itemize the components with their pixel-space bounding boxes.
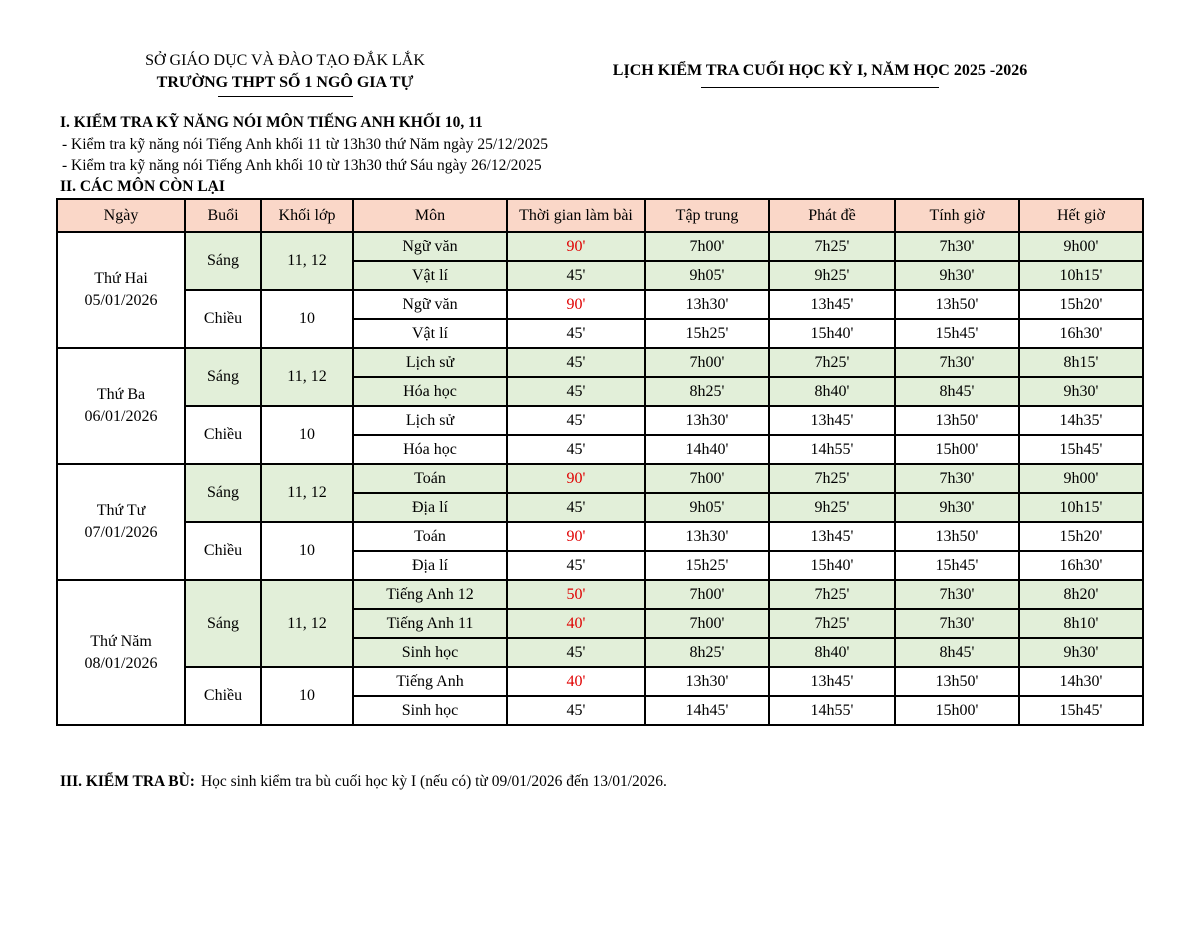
- section-3-heading: III. KIỂM TRA BÙ:: [60, 773, 195, 790]
- session-cell: Chiều: [185, 290, 261, 348]
- duration-cell: 40': [507, 609, 645, 638]
- subject-cell: Toán: [353, 522, 507, 551]
- gather-time-cell: 9h05': [645, 493, 769, 522]
- subject-cell: Ngữ văn: [353, 232, 507, 261]
- column-header: Thời gian làm bài: [507, 199, 645, 232]
- table-row: [57, 667, 1143, 696]
- hand-out-time-cell: 7h25': [769, 464, 895, 493]
- hand-out-time-cell: 8h40': [769, 638, 895, 667]
- table-row: [57, 232, 1143, 261]
- start-time-cell: 13h50': [895, 290, 1019, 319]
- hand-out-time-cell: 15h40': [769, 319, 895, 348]
- column-header: Ngày: [57, 199, 185, 232]
- start-time-cell: 15h45': [895, 319, 1019, 348]
- section-2-heading: II. CÁC MÔN CÒN LẠI: [60, 178, 225, 195]
- gather-time-cell: 7h00': [645, 348, 769, 377]
- column-header: Phát đề: [769, 199, 895, 232]
- end-time-cell: 16h30': [1019, 551, 1143, 580]
- subject-cell: Lịch sử: [353, 348, 507, 377]
- day-name: Thứ Ba: [96, 386, 146, 403]
- hand-out-time-cell: 7h25': [769, 609, 895, 638]
- day-name: Thứ Tư: [96, 502, 146, 519]
- grade-cell: 11, 12: [261, 348, 353, 406]
- gather-time-cell: 14h40': [645, 435, 769, 464]
- table-row: [57, 406, 1143, 435]
- school-name: TRƯỜNG THPT SỐ 1 NGÔ GIA TỰ: [156, 74, 414, 91]
- start-time-cell: 9h30': [895, 261, 1019, 290]
- end-time-cell: 9h00': [1019, 464, 1143, 493]
- gather-time-cell: 13h30': [645, 406, 769, 435]
- end-time-cell: 10h15': [1019, 493, 1143, 522]
- column-header: Buổi: [185, 199, 261, 232]
- gather-time-cell: 8h25': [645, 377, 769, 406]
- hand-out-time-cell: 14h55': [769, 435, 895, 464]
- duration-cell: 90': [507, 464, 645, 493]
- end-time-cell: 15h20': [1019, 290, 1143, 319]
- subject-cell: Sinh học: [353, 638, 507, 667]
- duration-cell: 90': [507, 522, 645, 551]
- duration-cell: 45': [507, 348, 645, 377]
- start-time-cell: 15h00': [895, 435, 1019, 464]
- day-cell: [57, 580, 185, 725]
- gather-time-cell: 13h30': [645, 290, 769, 319]
- column-header: Hết giờ: [1019, 199, 1143, 232]
- section-1-line-1: - Kiểm tra kỹ năng nói Tiếng Anh khối 11 từ 13h30 thứ Năm ngày 25/12/2025: [62, 136, 548, 153]
- start-time-cell: 7h30': [895, 609, 1019, 638]
- document-header-right: [600, 60, 1040, 88]
- end-time-cell: 14h35': [1019, 406, 1143, 435]
- gather-time-cell: 7h00': [645, 609, 769, 638]
- grade-cell: 10: [261, 290, 353, 348]
- exam-schedule-table: [56, 198, 1144, 726]
- start-time-cell: 13h50': [895, 667, 1019, 696]
- session-cell: Sáng: [185, 464, 261, 522]
- hand-out-time-cell: 7h25': [769, 348, 895, 377]
- section-1-line-2: - Kiểm tra kỹ năng nói Tiếng Anh khối 10 từ 13h30 thứ Sáu ngày 26/12/2025: [62, 157, 542, 174]
- session-cell: Sáng: [185, 348, 261, 406]
- hand-out-time-cell: 9h25': [769, 261, 895, 290]
- gather-time-cell: 8h25': [645, 638, 769, 667]
- subject-cell: Toán: [353, 464, 507, 493]
- end-time-cell: 8h10': [1019, 609, 1143, 638]
- duration-cell: 45': [507, 261, 645, 290]
- subject-cell: Lịch sử: [353, 406, 507, 435]
- end-time-cell: 8h20': [1019, 580, 1143, 609]
- end-time-cell: 16h30': [1019, 319, 1143, 348]
- gather-time-cell: 9h05': [645, 261, 769, 290]
- gather-time-cell: 15h25': [645, 551, 769, 580]
- day-date: 05/01/2026: [84, 292, 158, 309]
- grade-cell: 11, 12: [261, 232, 353, 290]
- end-time-cell: 15h45': [1019, 435, 1143, 464]
- subject-cell: Địa lí: [353, 493, 507, 522]
- day-name: Thứ Năm: [90, 632, 152, 650]
- duration-cell: 45': [507, 319, 645, 348]
- hand-out-time-cell: 7h25': [769, 232, 895, 261]
- document-title: LỊCH KIỂM TRA CUỐI HỌC KỲ I, NĂM HỌC 2025 -2026: [612, 62, 1028, 79]
- session-cell: Sáng: [185, 232, 261, 290]
- duration-cell: 45': [507, 435, 645, 464]
- duration-cell: 45': [507, 551, 645, 580]
- end-time-cell: 9h30': [1019, 638, 1143, 667]
- section-3: [60, 773, 667, 791]
- start-time-cell: 8h45': [895, 638, 1019, 667]
- hand-out-time-cell: 13h45': [769, 522, 895, 551]
- title-underline: [701, 87, 939, 88]
- hand-out-time-cell: 13h45': [769, 290, 895, 319]
- duration-cell: 90': [507, 232, 645, 261]
- document-header-left: [140, 50, 430, 97]
- subject-cell: Vật lí: [353, 319, 507, 348]
- gather-time-cell: 15h25': [645, 319, 769, 348]
- day-date: 06/01/2026: [84, 408, 158, 425]
- column-header: Tập trung: [645, 199, 769, 232]
- start-time-cell: 7h30': [895, 232, 1019, 261]
- subject-cell: Ngữ văn: [353, 290, 507, 319]
- session-cell: Chiều: [185, 667, 261, 725]
- session-cell: Sáng: [185, 580, 261, 667]
- start-time-cell: 7h30': [895, 580, 1019, 609]
- subject-cell: Vật lí: [353, 261, 507, 290]
- start-time-cell: 8h45': [895, 377, 1019, 406]
- day-cell: [57, 232, 185, 348]
- table-row: [57, 580, 1143, 609]
- table-header-row: [57, 199, 1143, 232]
- section-1-heading: I. KIỂM TRA KỸ NĂNG NÓI MÔN TIẾNG ANH KHỐI 10, 11: [60, 114, 483, 131]
- table-row: [57, 348, 1143, 377]
- table-row: [57, 522, 1143, 551]
- end-time-cell: 15h20': [1019, 522, 1143, 551]
- department-name: SỞ GIÁO DỤC VÀ ĐÀO TẠO ĐẮK LẮK: [145, 52, 425, 69]
- gather-time-cell: 7h00': [645, 580, 769, 609]
- grade-cell: 10: [261, 406, 353, 464]
- end-time-cell: 14h30': [1019, 667, 1143, 696]
- day-cell: [57, 464, 185, 580]
- hand-out-time-cell: 14h55': [769, 696, 895, 725]
- day-date: 07/01/2026: [84, 524, 158, 541]
- hand-out-time-cell: 7h25': [769, 580, 895, 609]
- session-cell: Chiều: [185, 522, 261, 580]
- end-time-cell: 9h00': [1019, 232, 1143, 261]
- column-header: Môn: [353, 199, 507, 232]
- day-date: 08/01/2026: [84, 654, 158, 672]
- start-time-cell: 13h50': [895, 406, 1019, 435]
- table-row: [57, 290, 1143, 319]
- grade-cell: 10: [261, 667, 353, 725]
- start-time-cell: 9h30': [895, 493, 1019, 522]
- duration-cell: 90': [507, 290, 645, 319]
- subject-cell: Hóa học: [353, 377, 507, 406]
- subject-cell: Địa lí: [353, 551, 507, 580]
- day-name: Thứ Hai: [94, 270, 148, 287]
- gather-time-cell: 7h00': [645, 232, 769, 261]
- start-time-cell: 7h30': [895, 464, 1019, 493]
- grade-cell: 11, 12: [261, 580, 353, 667]
- hand-out-time-cell: 9h25': [769, 493, 895, 522]
- start-time-cell: 7h30': [895, 348, 1019, 377]
- duration-cell: 45': [507, 638, 645, 667]
- gather-time-cell: 13h30': [645, 667, 769, 696]
- column-header: Khối lớp: [261, 199, 353, 232]
- start-time-cell: 15h00': [895, 696, 1019, 725]
- duration-cell: 45': [507, 696, 645, 725]
- end-time-cell: 9h30': [1019, 377, 1143, 406]
- hand-out-time-cell: 15h40': [769, 551, 895, 580]
- gather-time-cell: 13h30': [645, 522, 769, 551]
- start-time-cell: 13h50': [895, 522, 1019, 551]
- duration-cell: 45': [507, 493, 645, 522]
- gather-time-cell: 7h00': [645, 464, 769, 493]
- hand-out-time-cell: 13h45': [769, 406, 895, 435]
- subject-cell: Tiếng Anh 12: [353, 580, 507, 609]
- column-header: Tính giờ: [895, 199, 1019, 232]
- section-3-text: Học sinh kiểm tra bù cuối học kỳ I (nếu có) từ 09/01/2026 đến 13/01/2026.: [200, 773, 667, 790]
- day-cell: [57, 348, 185, 464]
- end-time-cell: 10h15': [1019, 261, 1143, 290]
- duration-cell: 40': [507, 667, 645, 696]
- gather-time-cell: 14h45': [645, 696, 769, 725]
- subject-cell: Tiếng Anh: [353, 667, 507, 696]
- subject-cell: Hóa học: [353, 435, 507, 464]
- grade-cell: 11, 12: [261, 464, 353, 522]
- session-cell: Chiều: [185, 406, 261, 464]
- end-time-cell: 15h45': [1019, 696, 1143, 725]
- duration-cell: 45': [507, 377, 645, 406]
- duration-cell: 45': [507, 406, 645, 435]
- start-time-cell: 15h45': [895, 551, 1019, 580]
- hand-out-time-cell: 8h40': [769, 377, 895, 406]
- hand-out-time-cell: 13h45': [769, 667, 895, 696]
- table-row: [57, 464, 1143, 493]
- grade-cell: 10: [261, 522, 353, 580]
- end-time-cell: 8h15': [1019, 348, 1143, 377]
- header-underline: [218, 96, 353, 97]
- subject-cell: Sinh học: [353, 696, 507, 725]
- subject-cell: Tiếng Anh 11: [353, 609, 507, 638]
- duration-cell: 50': [507, 580, 645, 609]
